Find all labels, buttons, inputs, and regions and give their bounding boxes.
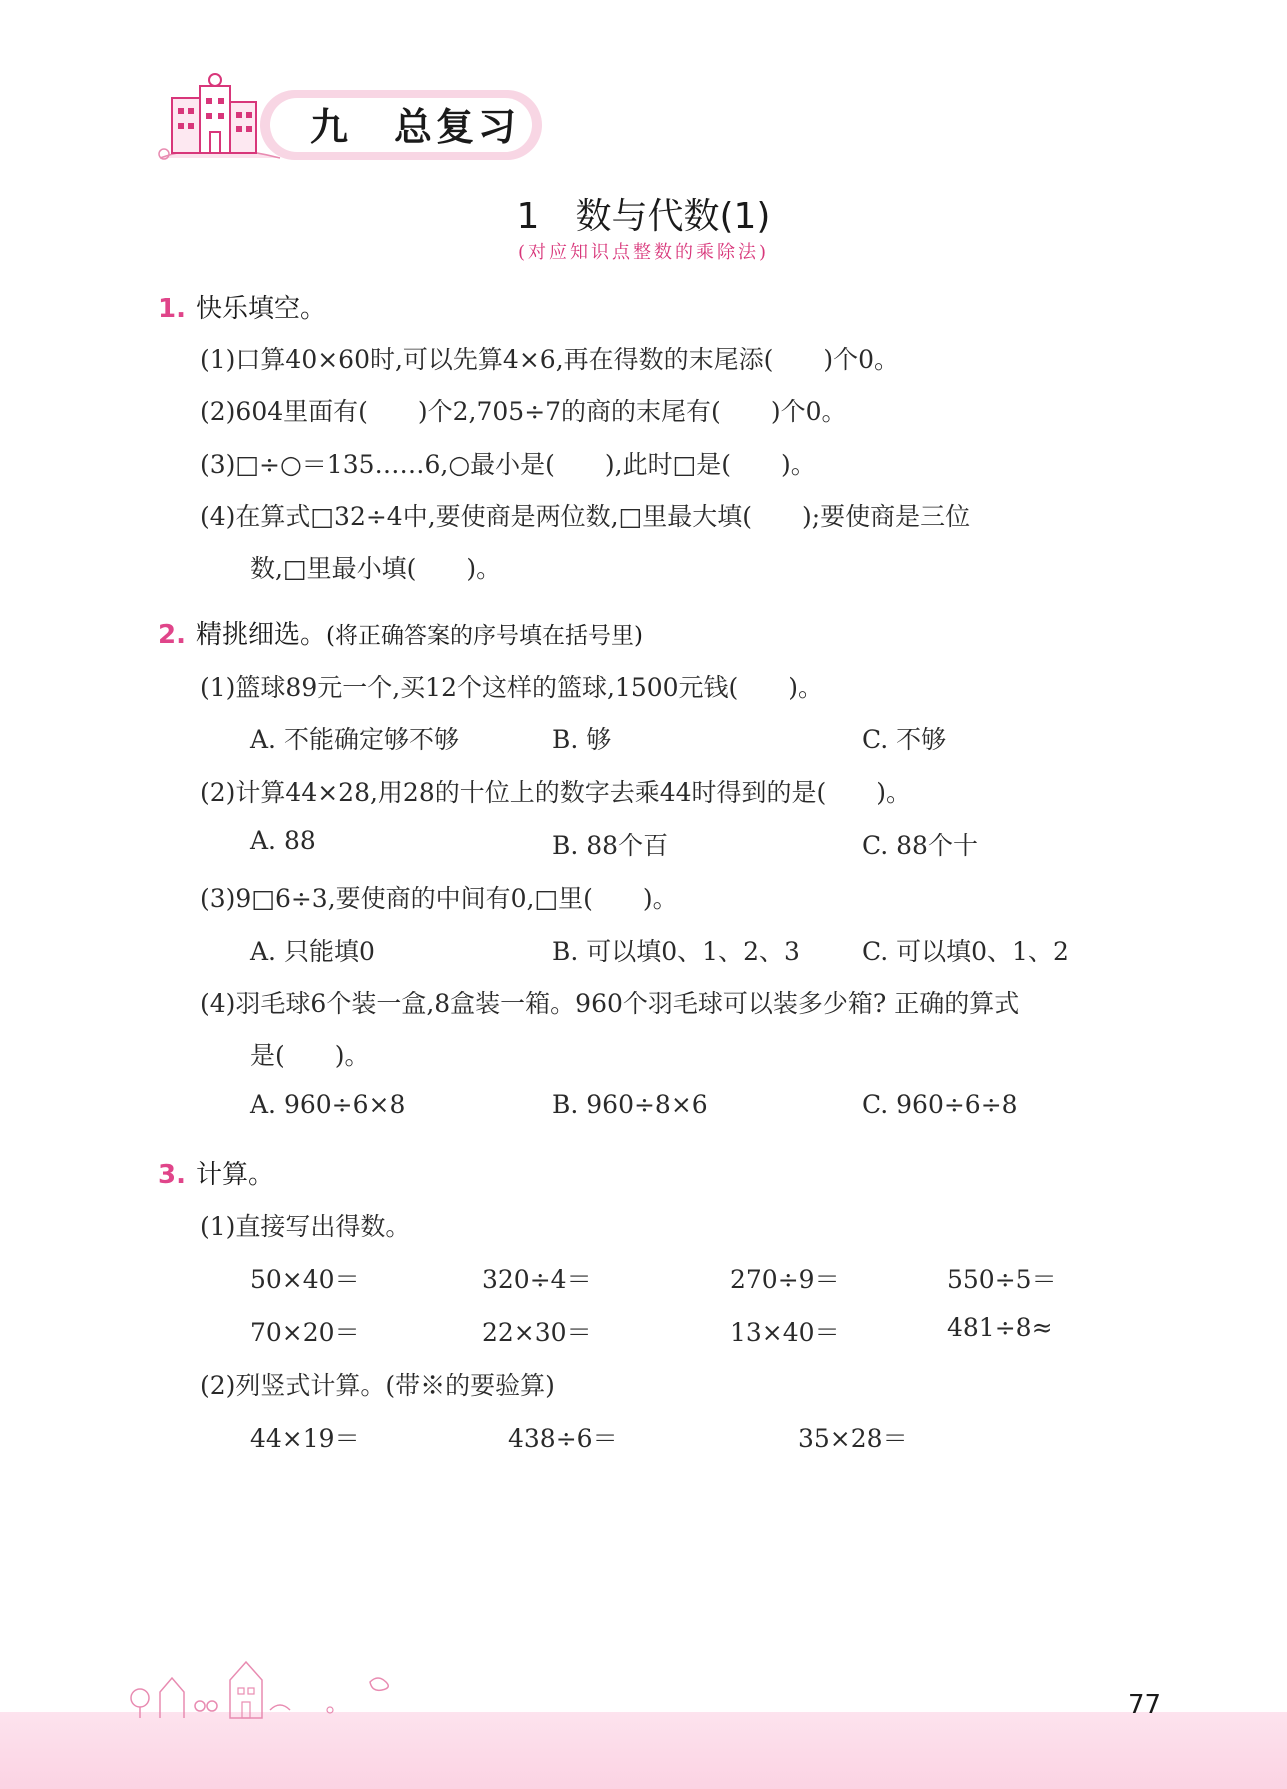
section2-q2: (2)计算44×28,用28的十位上的数字去乘44时得到的是( )。 [200,778,912,807]
section3-number: 3. [158,1160,186,1190]
section2-q3-option-a: A. 只能填0 [250,937,375,966]
section2-q3-option-c: C. 可以填0、1、2 [862,937,1069,966]
section2-q2-option-b: B. 88个百 [552,831,669,860]
section2-note: (将正确答案的序号填在括号里) [325,623,643,649]
section2-number: 2. [158,620,186,650]
building-icon [150,68,290,168]
section2-q4-option-b: B. 960÷8×6 [552,1090,708,1119]
vertical-calc-item: 44×19＝ [250,1424,360,1453]
section3-title: 计算。 [195,1160,274,1190]
section1-item-4: (4)在算式□32÷4中,要使商是两位数,□里最大填( );要使商是三位 [200,502,971,531]
calc-item: 50×40＝ [250,1265,360,1294]
section1-number: 1. [158,294,186,324]
section2-q1-option-c: C. 不够 [862,725,947,754]
section1-item-3: (3)□÷○＝135……6,○最小是( ),此时□是( )。 [200,450,816,479]
town-sketch-icon [120,1640,420,1720]
section2-q1-option-a: A. 不能确定够不够 [250,725,459,754]
calc-item: 481÷8≈ [947,1313,1053,1342]
section1-title: 快乐填空。 [195,294,326,324]
section2-q4-option-c: C. 960÷6÷8 [862,1090,1018,1119]
page-number: 77 [1128,1690,1162,1720]
calc-item: 550÷5＝ [947,1265,1057,1294]
vertical-calc-item: 35×28＝ [798,1424,908,1453]
section2-q2-option-a: A. 88 [250,826,316,855]
section2-q1-option-b: B. 够 [552,725,612,754]
chapter-title: 九 总复习 [310,105,521,149]
lesson-title: 1 数与代数(1) [516,196,771,237]
section2-q4-cont: 是( )。 [250,1041,370,1070]
calc-item: 13×40＝ [730,1318,840,1347]
section3-part1-title: (1)直接写出得数。 [200,1212,411,1241]
section1-heading [158,288,326,325]
calc-item: 22×30＝ [482,1318,592,1347]
section2-q3-option-b: B. 可以填0、1、2、3 [552,937,800,966]
section2-title: 精挑细选。 [195,620,326,650]
section2-q1: (1)篮球89元一个,买12个这样的篮球,1500元钱( )。 [200,673,824,702]
section1-item-4-cont: 数,□里最小填( )。 [250,554,502,583]
calc-item: 70×20＝ [250,1318,360,1347]
section3-part2-title: (2)列竖式计算。(带※的要验算) [200,1371,555,1400]
section2-q2-option-c: C. 88个十 [862,831,978,860]
footer-band [0,1712,1287,1789]
section2-q3: (3)9□6÷3,要使商的中间有0,□里( )。 [200,884,678,913]
section1-item-2: (2)604里面有( )个2,705÷7的商的末尾有( )个0。 [200,397,847,426]
chapter-banner [150,68,550,168]
calc-item: 320÷4＝ [482,1265,592,1294]
section2-q4: (4)羽毛球6个装一盒,8盒装一箱。960个羽毛球可以装多少箱? 正确的算式 [200,989,1020,1018]
calc-item: 270÷9＝ [730,1265,840,1294]
section2-q4-option-a: A. 960÷6×8 [250,1090,406,1119]
vertical-calc-item: 438÷6＝ [508,1424,618,1453]
lesson-subtitle: (对应知识点整数的乘除法) [517,242,770,263]
section1-item-1: (1)口算40×60时,可以先算4×6,再在得数的末尾添( )个0。 [200,345,900,374]
section2-heading [158,614,643,651]
section3-heading [158,1154,274,1191]
